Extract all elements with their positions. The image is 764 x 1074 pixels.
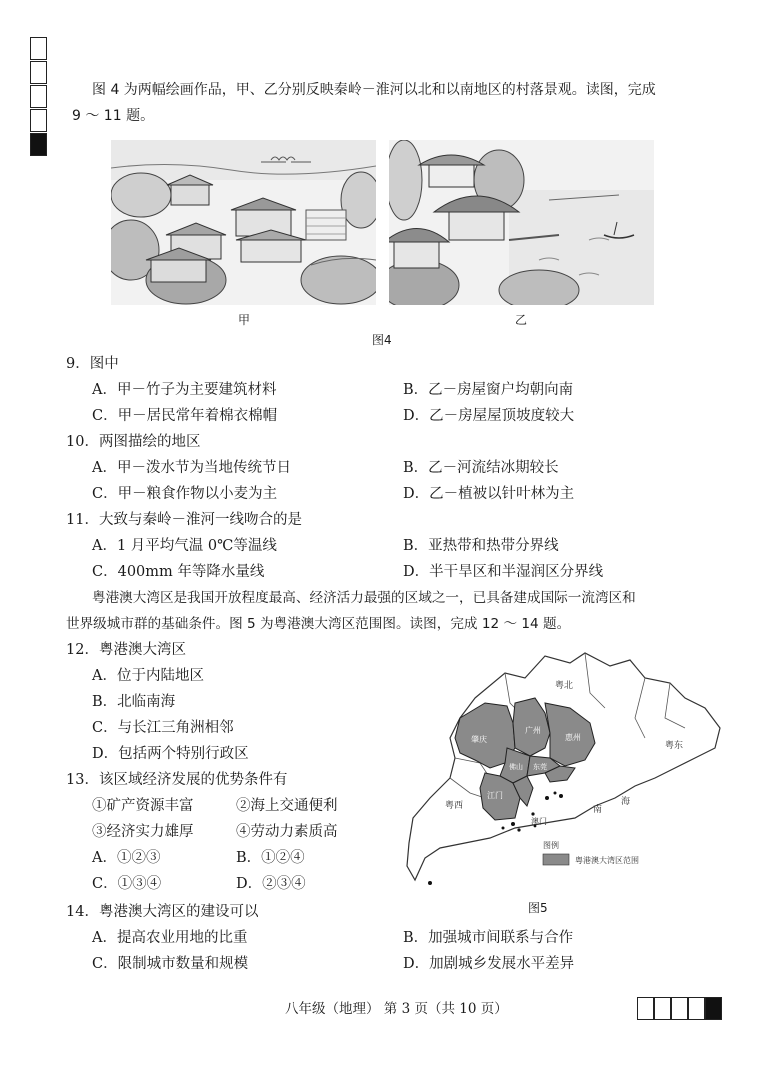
greater-bay-area-map (395, 648, 735, 893)
q13-item-4: ④劳动力素质高 (236, 824, 338, 840)
label-jiangmen: 江门 (487, 791, 503, 800)
margin-box-4 (30, 109, 47, 132)
q10-option-a: A．甲－泼水节为当地传统节日 (92, 460, 291, 476)
label-guangzhou: 广州 (525, 726, 541, 735)
footer-box-2 (654, 997, 671, 1020)
intro1-line2: 9 ～ 11 题。 (72, 108, 155, 124)
margin-box-2 (30, 61, 47, 84)
q14-option-b: B．加强城市间联系与合作 (403, 930, 574, 946)
q9-option-c: C．甲－居民常年着棉衣棉帽 (92, 408, 278, 424)
footer-box-1 (637, 997, 654, 1020)
q13-option-b: B．①②④ (236, 850, 305, 866)
figure4-painting-jia (111, 140, 376, 305)
legend-swatch (543, 854, 569, 865)
label-yuebei: 粤北 (555, 681, 574, 691)
label-aomen: 澳门 (531, 817, 547, 826)
q13-option-a: A．①②③ (92, 850, 161, 866)
legend-item: 粤港澳大湾区范围 (575, 856, 639, 865)
q11-option-b: B．亚热带和热带分界线 (403, 538, 559, 554)
label-nan: 南 (593, 805, 603, 815)
q12-option-b: B．北临南海 (92, 694, 176, 710)
intro1-line1: 图 4 为两幅绘画作品，甲、乙分别反映秦岭－淮河以北和以南地区的村落景观。读图，完成 (92, 82, 656, 98)
south-village-sketch (389, 140, 654, 305)
q13-item-2: ②海上交通便利 (236, 798, 338, 814)
footer-box-4 (688, 997, 705, 1020)
legend-title: 图例 (543, 841, 559, 850)
q10-stem: 10．两图描绘的地区 (66, 434, 201, 450)
margin-box-3 (30, 85, 47, 108)
figure5-map (395, 648, 735, 893)
q14-option-d: D．加剧城乡发展水平差异 (403, 956, 575, 972)
figure4-caption: 图4 (372, 333, 392, 347)
q12-option-a: A．位于内陆地区 (92, 668, 204, 684)
page-footer: 八年级（地理） 第 3 页（共 10 页） (285, 1001, 508, 1017)
margin-box-filled (30, 133, 47, 156)
q9-option-d: D．乙－房屋屋顶坡度较大 (403, 408, 575, 424)
q13-stem: 13．该区域经济发展的优势条件有 (66, 772, 288, 788)
footer-box-filled (705, 997, 722, 1020)
q9-option-b: B．乙－房屋窗户均朝向南 (403, 382, 574, 398)
q12-option-c: C．与长江三角洲相邻 (92, 720, 234, 736)
figure5-caption: 图5 (528, 901, 548, 915)
q11-option-c: C．400mm 年等降水量线 (92, 564, 265, 580)
intro2-line2: 世界级城市群的基础条件。图 5 为粤港澳大湾区范围图。读图，完成 12 ～ 14 题。 (66, 616, 571, 632)
label-foshan: 佛山 (509, 763, 523, 771)
q14-stem: 14．粤港澳大湾区的建设可以 (66, 904, 259, 920)
label-yuedong: 粤东 (665, 741, 684, 751)
q11-option-a: A．1 月平均气温 0℃等温线 (92, 538, 277, 554)
q14-option-a: A．提高农业用地的比重 (92, 930, 248, 946)
q13-option-c: C．①③④ (92, 876, 162, 892)
q9-stem: 9．图中 (66, 356, 119, 372)
intro2-line1: 粤港澳大湾区是我国开放程度最高、经济活力最强的区域之一，已具备建成国际一流湾区和 (92, 590, 636, 606)
label-huizhou: 惠州 (565, 733, 581, 742)
q11-option-d: D．半干旱区和半湿润区分界线 (403, 564, 604, 580)
q11-stem: 11．大致与秦岭－淮河一线吻合的是 (66, 512, 302, 528)
margin-box-1 (30, 37, 47, 60)
figure4-label-yi: 乙 (515, 313, 528, 327)
figure4-painting-yi (389, 140, 654, 305)
q14-option-c: C．限制城市数量和规模 (92, 956, 249, 972)
label-dongguan: 东莞 (533, 763, 547, 771)
label-yuexi: 粤西 (445, 801, 464, 811)
q10-option-d: D．乙－植被以针叶林为主 (403, 486, 575, 502)
q13-item-3: ③经济实力雄厚 (92, 824, 194, 840)
q9-option-a: A．甲－竹子为主要建筑材料 (92, 382, 277, 398)
label-hai: 海 (621, 797, 631, 807)
q12-option-d: D．包括两个特别行政区 (92, 746, 249, 762)
label-zhaoqing: 肇庆 (471, 735, 487, 744)
footer-box-3 (671, 997, 688, 1020)
q10-option-b: B．乙－河流结冰期较长 (403, 460, 559, 476)
q13-item-1: ①矿产资源丰富 (92, 798, 194, 814)
q12-stem: 12．粤港澳大湾区 (66, 642, 186, 658)
north-village-sketch (111, 140, 376, 305)
figure4-label-jia: 甲 (238, 313, 251, 327)
q10-option-c: C．甲－粮食作物以小麦为主 (92, 486, 278, 502)
q13-option-d: D．②③④ (236, 876, 306, 892)
